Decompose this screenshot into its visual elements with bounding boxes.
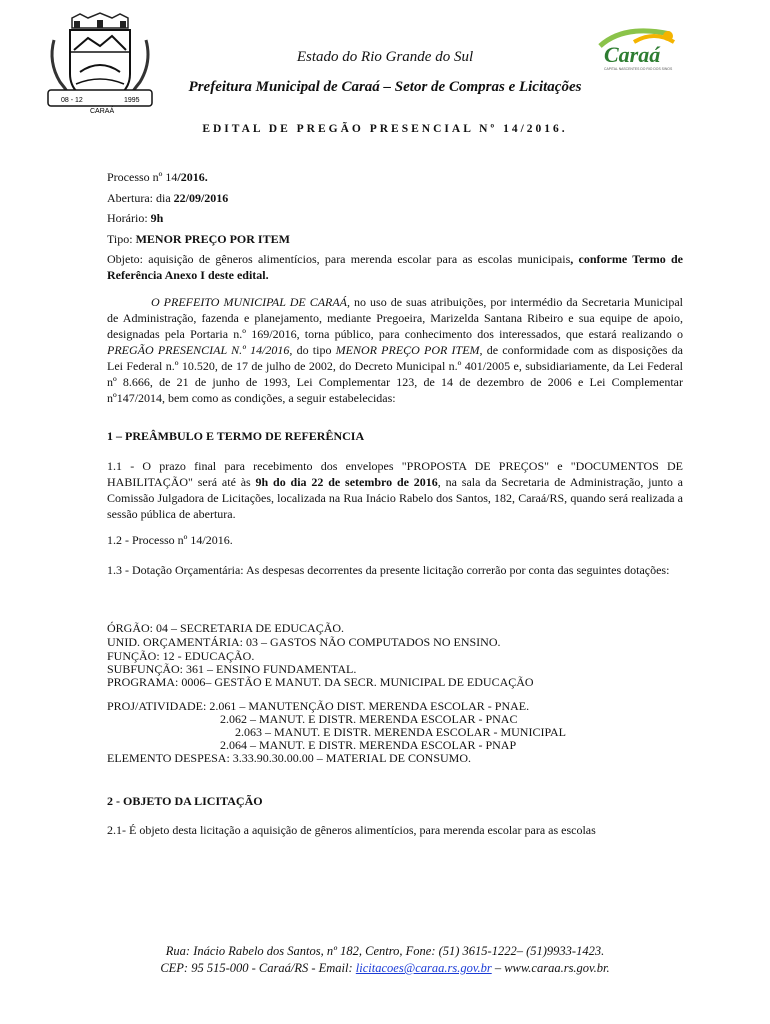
- document-title: EDITAL DE PREGÃO PRESENCIAL Nº 14/2016.: [202, 123, 568, 135]
- header-state: Estado do Rio Grande do Sul: [296, 49, 474, 65]
- tipo-line: Tipo: MENOR PREÇO POR ITEM: [107, 232, 290, 246]
- section1-heading: 1 – PREÂMBULO E TERMO DE REFERÊNCIA: [107, 429, 365, 443]
- paragraph-2-1: 2.1- É objeto desta licitação a aquisição de gêneros alimentícios, para merenda escolar para as escolas: [107, 823, 596, 837]
- footer-contact: CEP: 95 515-000 - Caraá/RS - Email: licitacoes@caraa.rs.gov.br – www.caraa.rs.gov.br.: [160, 961, 610, 975]
- budget-activity-2062: 2.062 – MANUT. E DISTR. MERENDA ESCOLAR - PNAC: [220, 712, 518, 726]
- processo-line: Processo nº 14/2016.: [107, 170, 208, 184]
- budget-orgao: ÓRGÃO: 04 – SECRETARIA DE EDUCAÇÃO.: [107, 621, 345, 635]
- paragraph-1-3: 1.3 - Dotação Orçamentária: As despesas decorrentes da presente licitação correrão por conta das seguintes dotações:: [107, 563, 670, 577]
- section2-heading: 2 - OBJETO DA LICITAÇÃO: [107, 794, 263, 808]
- budget-programa: PROGRAMA: 0006– GESTÃO E MANUT. DA SECR. MUNICIPAL DE EDUCAÇÃO: [107, 675, 534, 689]
- paragraph-1-2: 1.2 - Processo nº 14/2016.: [107, 533, 233, 547]
- budget-subfuncao: SUBFUNÇÃO: 361 – ENSINO FUNDAMENTAL.: [107, 662, 357, 676]
- logo-subtitle: CAPITAL NASCENTES DO RIO DOS SINOS: [604, 67, 673, 71]
- budget-unidade: UNID. ORÇAMENTÁRIA: 03 – GASTOS NÃO COMPUTADOS NO ENSINO.: [107, 635, 501, 649]
- objeto-paragraph: Objeto: aquisição de gêneros alimentícios, para merenda escolar para as escolas municipais, conforme Termo de Referência Anexo I deste edital.: [107, 252, 683, 282]
- budget-activity-2064: 2.064 – MANUT. E DISTR. MERENDA ESCOLAR - PNAP: [220, 738, 517, 752]
- budget-funcao: FUNÇÃO: 12 - EDUCAÇÃO.: [107, 649, 255, 663]
- header-office: Prefeitura Municipal de Caraá – Setor de Compras e Licitações: [188, 79, 582, 95]
- crest-date-right: 1995: [124, 97, 140, 104]
- budget-elemento: ELEMENTO DESPESA: 3.33.90.30.00.00 – MATERIAL DE CONSUMO.: [107, 751, 472, 765]
- horario-line: Horário: 9h: [107, 211, 164, 225]
- paragraph-1-1: 1.1 - O prazo final para recebimento dos envelopes "PROPOSTA DE PREÇOS" e "DOCUMENTOS DE HABILITAÇÃO" será até às 9h do dia 22 de setembro de 2016, na sala da Secretaria de Administração, junto a Comissão Julgadora de Licitações, localizada na Rua Inácio Rabelo dos Santos, 182, Caraá/RS, quando será realizada a sessão pública de abertura.: [107, 459, 683, 521]
- footer-address: Rua: Inácio Rabelo dos Santos, nº 182, Centro, Fone: (51) 3615-1222– (51)9933-1423.: [165, 944, 605, 958]
- crest-city-name: CARAÁ: [90, 108, 115, 115]
- abertura-line: Abertura: dia 22/09/2016: [107, 191, 229, 205]
- budget-proj-atividade: PROJ/ATIVIDADE: 2.061 – MANUTENÇÃO DIST. MERENDA ESCOLAR - PNAE.: [107, 699, 530, 713]
- budget-activity-2063: 2.063 – MANUT. E DISTR. MERENDA ESCOLAR - MUNICIPAL: [235, 725, 567, 739]
- email-link[interactable]: licitacoes@caraa.rs.gov.br: [355, 961, 492, 975]
- crest-date-left: 08 - 12: [61, 97, 83, 104]
- intro-paragraph: O PREFEITO MUNICIPAL DE CARAÁ, no uso de suas atribuições, por intermédio da Secretaria Municipal de Administração, fazenda e planejamento, mediante Pregoeira, Marizelda Santana Ribeiro e sua equipe de apoio, designadas pela Portaria n.º 169/2016, torna público, para conhecimento dos interessados, que estará realizando o PREGÃO PRESENCIAL N.º 14/2016, do tipo MENOR PREÇO POR ITEM, de conformidade com as disposições da Lei Federal n.º 10.520, de 17 de julho de 2002, do Decreto Municipal n.º 401/2005 e, subsidiariamente, da Lei Federal nº 8.666, de 21 de junho de 1993, Lei Complementar 123, de 14 de dezembro de 2006 e Lei Complementar nº147/2014, bem como as condições, a seguir estabelecidas:: [107, 295, 683, 405]
- logo-text: Caraá: [604, 42, 661, 67]
